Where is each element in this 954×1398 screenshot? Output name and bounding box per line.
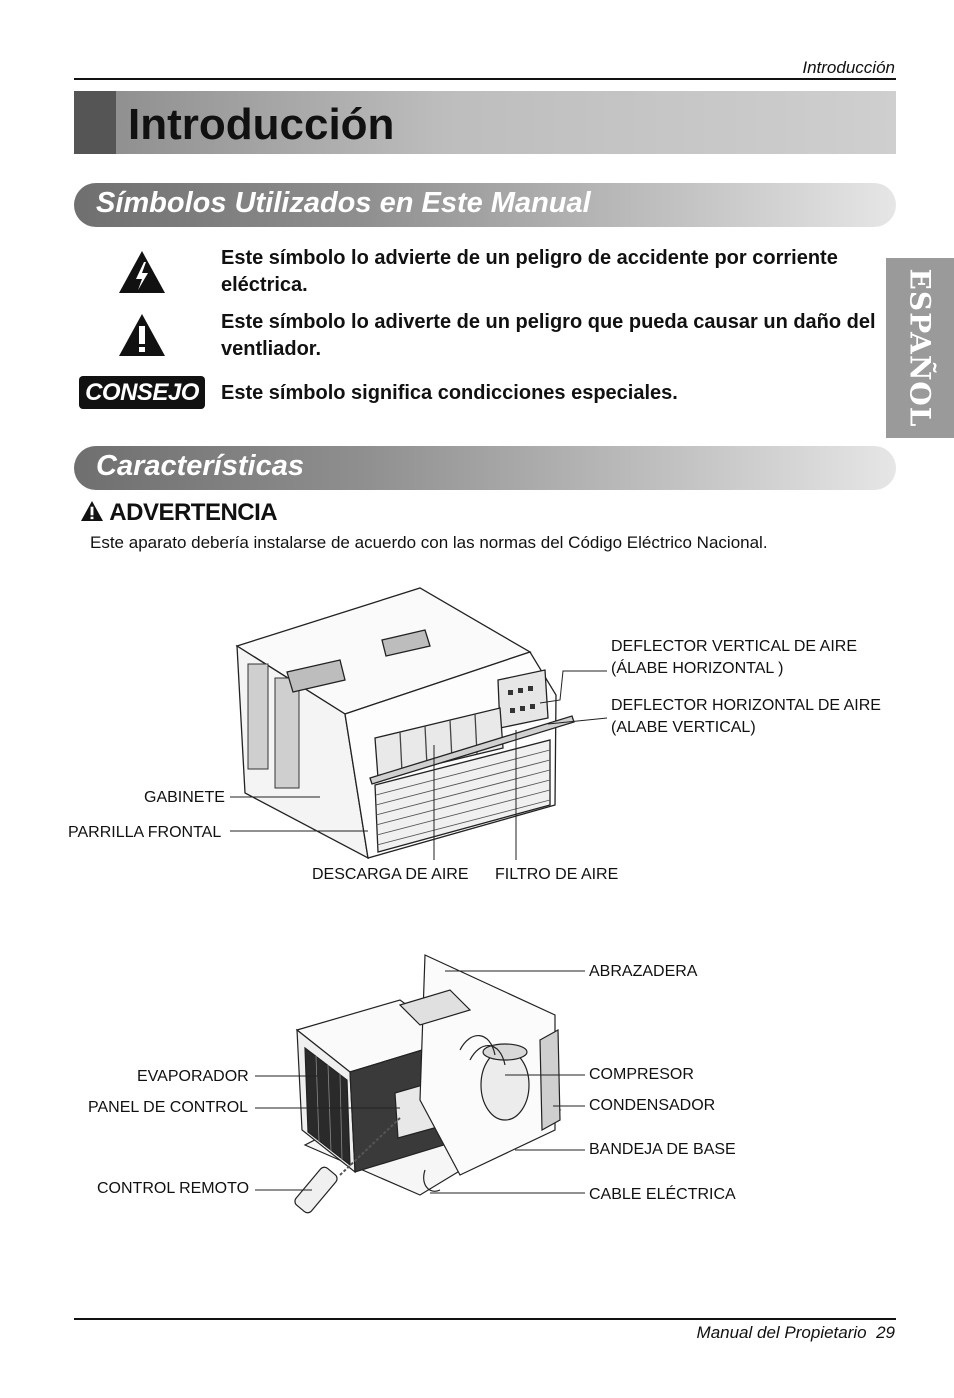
label-deflector-vertical: DEFLECTOR VERTICAL DE AIRE (611, 638, 857, 655)
label-deflector-vertical-sub: (ÁLABE HORIZONTAL ) (611, 660, 784, 677)
label-control-remoto: CONTROL REMOTO (97, 1180, 250, 1197)
label-deflector-horizontal: DEFLECTOR HORIZONTAL DE AIRE (611, 697, 881, 714)
label-evaporador: EVAPORADOR (137, 1068, 249, 1085)
section-title-symbols: Símbolos Utilizados en Este Manual (96, 187, 591, 219)
footer-text: Manual del Propietario 29 (696, 1323, 895, 1342)
label-gabinete: GABINETE (144, 789, 225, 806)
label-compresor: COMPRESOR (589, 1066, 694, 1083)
language-tab-label: ESPAÑOL (903, 268, 937, 428)
running-header: Introducción (802, 58, 895, 77)
label-deflector-horizontal-sub: (ALABE VERTICAL) (611, 719, 756, 736)
label-filtro: FILTRO DE AIRE (495, 866, 619, 883)
consejo-badge: CONSEJO (79, 376, 205, 409)
section-title-features: Características (96, 450, 304, 482)
label-descarga: DESCARGA DE AIRE (312, 866, 469, 883)
page-title: Introducción (128, 100, 395, 149)
label-abrazadera: ABRAZADERA (589, 963, 698, 980)
label-cable: CABLE ELÉCTRICA (589, 1186, 736, 1203)
label-panel-control: PANEL DE CONTROL (88, 1099, 249, 1116)
footer-rule (74, 1318, 896, 1320)
label-bandeja: BANDEJA DE BASE (589, 1141, 736, 1158)
label-parrilla: PARRILLA FRONTAL (68, 824, 222, 841)
warning-heading-text: ADVERTENCIA (109, 499, 278, 526)
warning-text: Este aparato debería instalarse de acuerdo con las normas del Código Eléctrico Nacional. (90, 533, 768, 552)
label-condensador: CONDENSADOR (589, 1097, 716, 1114)
symbol-text-electric: Este símbolo lo advierte de un peligro de accidente por corriente eléctrica. (221, 247, 838, 296)
symbol-text-warning: Este símbolo lo adiverte de un peligro que pueda causar un daño del ventliador. (221, 311, 876, 360)
symbol-text-consejo: Este símbolo significa condicciones especiales. (221, 382, 678, 404)
